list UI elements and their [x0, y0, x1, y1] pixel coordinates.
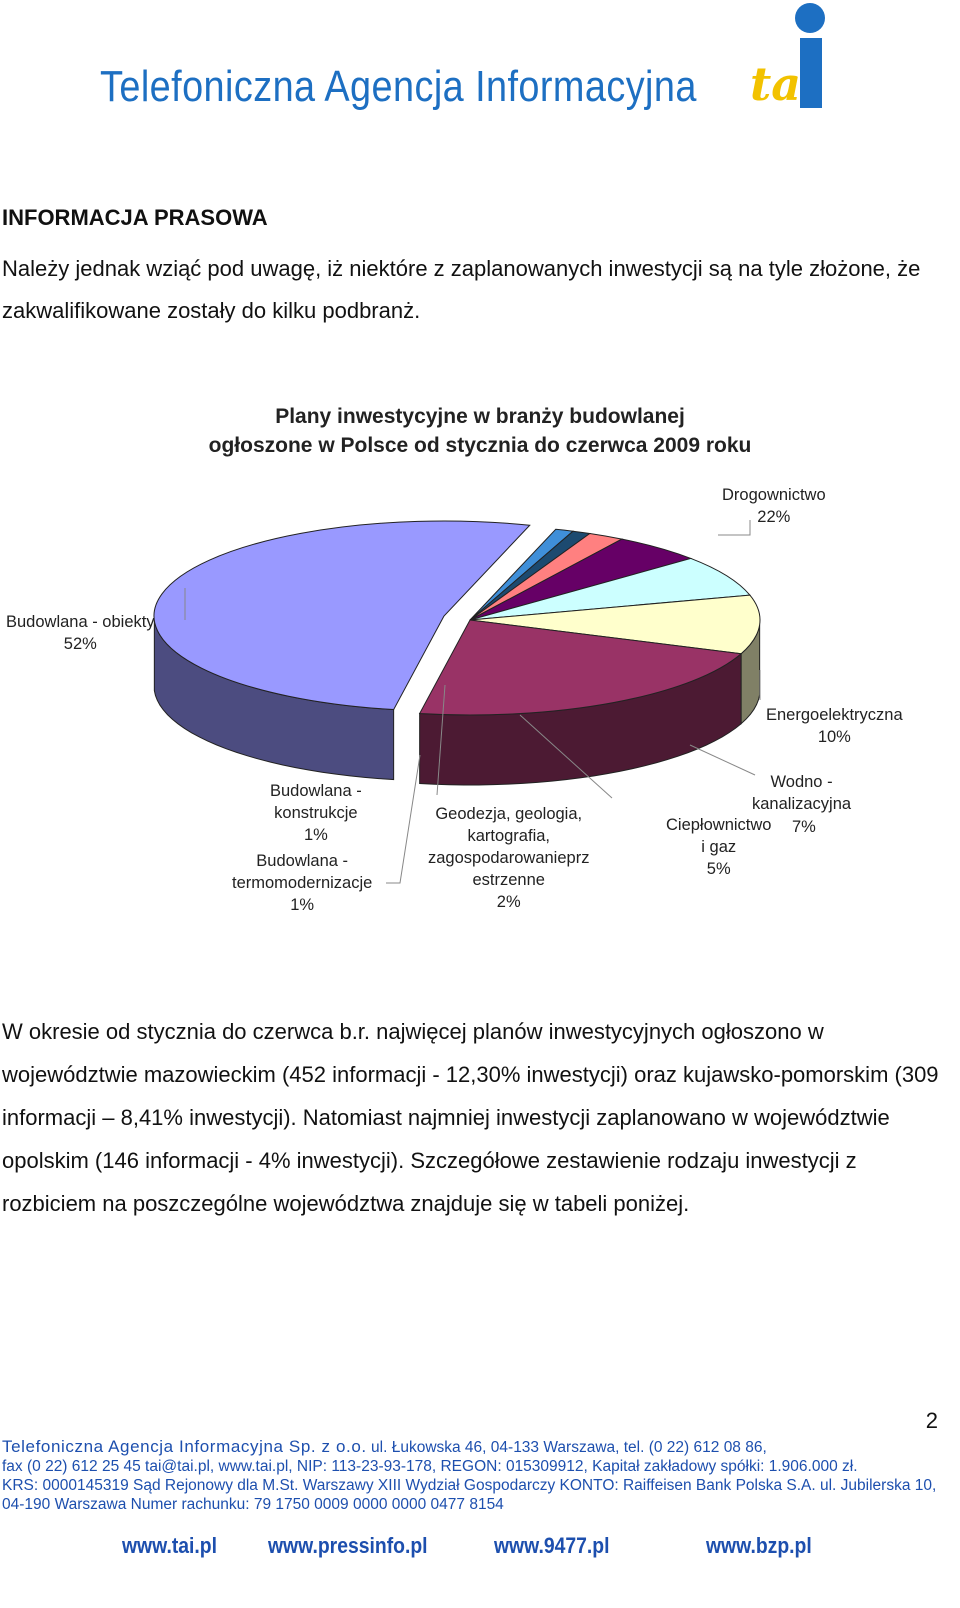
svg-text:ta: ta	[750, 57, 802, 111]
label-energoelektryczna: Energoelektryczna 10%	[766, 706, 903, 746]
chart-title-line2: ogłoszone w Polsce od stycznia do czerwca 2009 roku	[208, 434, 752, 457]
tai-logo	[748, 0, 848, 120]
label-drogownictwo: Drogownictwo 22%	[722, 486, 826, 526]
footer-line4: 04-190 Warszawa Numer rachunku: 79 1750 0009 0000 0000 0477 8154	[2, 1496, 504, 1513]
label-wodno-value: 7%	[792, 818, 816, 836]
footer-company-info	[2, 1437, 937, 1514]
label-budowlana-obiekty: Budowlana - obiekty 52%	[6, 613, 155, 653]
label-budowlana-konstrukcje: Budowlana - konstrukcje 1%	[270, 782, 362, 844]
footer-company-name: Telefoniczna Agencja Informacyjna Sp. z o.o.	[2, 1437, 367, 1456]
label-budowlana-termomodernizacje: Budowlana - termomodernizacje 1%	[232, 852, 373, 914]
footer-link-tai[interactable]: www.tai.pl	[122, 1533, 218, 1558]
label-cieplownictwo: Ciepłownictwo i gaz 5%	[666, 816, 772, 878]
label-wodno-kanalizacyjna: Wodno - kanalizacyjna	[752, 773, 852, 813]
brand-name: Telefoniczna Agencja Informacyjna	[100, 62, 697, 111]
chart-title-line1: Plany inwestycyjne w branży budowlanej	[275, 405, 685, 428]
footer-line3: KRS: 0000145319 Sąd Rejonowy dla M.St. Warszawy XIII Wydział Gospodarczy KONTO: Raiffeisen Bank Polska S.A. ul. Jubilerska 10,	[2, 1477, 937, 1494]
footer-address: ul. Łukowska 46, 04-133 Warszawa, tel. (0 22) 612 08 86,	[366, 1439, 767, 1456]
footer-link-bzp[interactable]: www.bzp.pl	[706, 1533, 812, 1558]
footer-links	[0, 1533, 960, 1567]
label-geodezja: Geodezja, geologia, kartografia, zagospodarowanieprz estrzenne 2%	[428, 805, 590, 911]
footer-link-9477[interactable]: www.9477.pl	[494, 1533, 610, 1558]
body-paragraph: W okresie od stycznia do czerwca b.r. najwięcej planów inwestycyjnych ogłoszono w województwie mazowieckim (452 informacji - 12,30% inwestycji) oraz kujawsko-pomorskim (309 informacji – 8,41% inwestycji). Natomiast najmniej inwestycji zaplanowano w województwie opolskim (146 informacji - 4% inwestycji). Szczegółowe zestawienie rodzaju inwestycji z rozbiciem na poszczególne województwa znajduje się w tabeli poniżej.	[2, 1019, 939, 1216]
intro-paragraph: Należy jednak wziąć pod uwagę, iż niektóre z zaplanowanych inwestycji są na tyle złożone, że zakwalifikowane zostały do kilku podbranż.	[2, 256, 921, 323]
footer-link-pressinfo[interactable]: www.pressinfo.pl	[268, 1533, 428, 1558]
footer-line2: fax (0 22) 612 25 45 tai@tai.pl, www.tai.pl, NIP: 113-23-93-178, REGON: 015309912, Kapitał zakładowy spółki: 1.906.000 zł.	[2, 1458, 858, 1475]
section-title: INFORMACJA PRASOWA	[2, 205, 268, 230]
page-number: 2	[925, 1408, 938, 1433]
